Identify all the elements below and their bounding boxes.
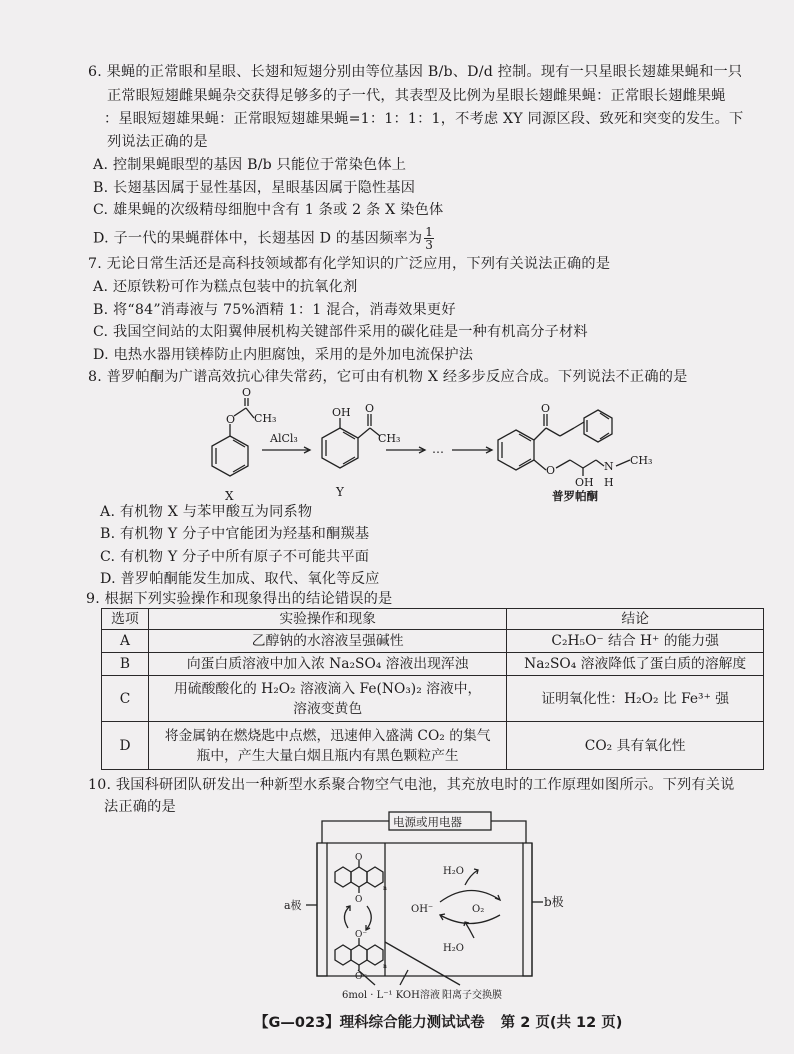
- species-oh: OH⁻: [411, 904, 434, 915]
- species-o-minus: O⁻: [355, 972, 368, 982]
- q6-stem-line-2: 正常眼短翅雌果蝇杂交获得足够多的子一代，其表型及比例为星眼长翅雌果蝇：正常眼长翅雌果蝇: [107, 88, 726, 104]
- q7-option-d: D. 电热水器用镁棒防止内胆腐蚀，采用的是外加电流保护法: [93, 347, 474, 363]
- atom-ch3: CH₃: [378, 432, 401, 445]
- page-footer: [254, 1011, 622, 1032]
- table-header: 结论: [507, 609, 764, 630]
- synthesis-scheme: [190, 378, 670, 503]
- q6-option-a: A. 控制果蝇眼型的基因 B/b 只能位于常染色体上: [93, 157, 407, 173]
- species-h2o: H₂O: [443, 866, 464, 877]
- table-header: 选项: [102, 609, 149, 630]
- fraction-numerator: 1: [425, 225, 434, 239]
- atom-o: O: [541, 402, 551, 415]
- q6-option-d-text: D. 子一代的果蝇群体中，长翅基因 D 的基因频率为: [93, 230, 423, 247]
- electrolyte-label: 6mol · L⁻¹ KOH溶液: [342, 990, 440, 1001]
- operation-line: 用硫酸酸化的 H₂O₂ 溶液滴入 Fe(NO₃)₂ 溶液中，: [174, 680, 482, 697]
- exam-code: 【G—023】理科综合能力测试试卷: [254, 1015, 485, 1031]
- conclusion-cell: CO₂ 具有氧化性: [507, 722, 764, 770]
- q10-stem-line-1: 10. 我国科研团队研发出一种新型水系聚合物空气电池，其充放电时的工作原理如图所示。下列有关说: [88, 777, 735, 793]
- operation-line: 将金属钠在燃烧匙中点燃，迅速伸入盛满 CO₂ 的集气: [164, 727, 491, 744]
- atom-h: H: [604, 476, 614, 489]
- label-x: X: [225, 489, 234, 503]
- conclusion-cell: Na₂SO₄ 溶液降低了蛋白质的溶解度: [507, 653, 764, 676]
- option-cell: D: [102, 722, 149, 770]
- battery-diagram: [260, 810, 600, 1010]
- operation-line: 瓶中，产生大量白烟且瓶内有黑色颗粒产生: [196, 747, 459, 764]
- table-header-row: [102, 609, 764, 630]
- q7-option-a: A. 还原铁粉可作为糕点包装中的抗氧化剂: [93, 279, 358, 295]
- q6-stem-line-3: ：星眼短翅雄果蝇：正常眼短翅雄果蝇=1：1：1：1，不考虑 XY 同源区段、致死和突变的发生。下: [104, 111, 744, 127]
- atom-ch3: CH₃: [254, 412, 277, 425]
- operation-cell: [148, 676, 506, 722]
- q6-option-b: B. 长翅基因属于显性基因，星眼基因属于隐性基因: [93, 180, 416, 196]
- q8-stem: 8. 普罗帕酮为广谱高效抗心律失常药，它可由有机物 X 经多步反应合成。下列说法不正确的是: [88, 369, 688, 385]
- species-o: O: [355, 853, 363, 863]
- atom-o: O: [546, 464, 556, 477]
- power-label: 电源或用电器: [393, 815, 462, 829]
- label-y: Y: [336, 485, 344, 499]
- option-cell: C: [102, 676, 149, 722]
- species-o: O: [355, 895, 363, 905]
- atom-oh: OH: [575, 476, 594, 489]
- q10-stem-line-2: 法正确的是: [104, 799, 176, 815]
- operation-cell: 向蛋白质溶液中加入浓 Na₂SO₄ 溶液出现浑浊: [148, 653, 506, 676]
- table-row: [102, 653, 764, 676]
- reagent-label: AlCl₃: [270, 432, 298, 445]
- atom-o: O: [226, 413, 236, 426]
- q8-option-a: A. 有机物 X 与苯甲酸互为同系物: [100, 504, 313, 520]
- q8-option-d: D. 普罗帕酮能发生加成、取代、氧化等反应: [100, 571, 380, 587]
- operation-cell: 乙醇钠的水溶液呈强碱性: [148, 630, 506, 653]
- q7-option-c: C. 我国空间站的太阳翼伸展机构关键部件采用的碳化硅是一种有机高分子材料: [93, 324, 588, 340]
- conclusion-cell: 证明氧化性：H₂O₂ 比 Fe³⁺ 强: [507, 676, 764, 722]
- electrode-b-label: b极: [544, 895, 564, 909]
- conclusion-cell: C₂H₅O⁻ 结合 H⁺ 的能力强: [507, 630, 764, 653]
- option-cell: B: [102, 653, 149, 676]
- species-o2: O₂: [472, 904, 485, 915]
- fraction-denominator: 3: [425, 238, 434, 252]
- n-label: n: [383, 963, 387, 970]
- membrane-label: 阳离子交换膜: [442, 990, 502, 1001]
- q6-stem-line-4: 列说法正确的是: [107, 134, 208, 150]
- operation-cell: [148, 722, 506, 770]
- fraction: [424, 226, 434, 251]
- electrode-a-label: a极: [284, 899, 302, 912]
- ellipsis: …: [432, 442, 444, 456]
- page-number: 第 2 页(共 12 页): [500, 1015, 623, 1031]
- table-row: [102, 676, 764, 722]
- species-h2o: H₂O: [443, 943, 464, 954]
- table-row: [102, 630, 764, 653]
- q8-option-b: B. 有机物 Y 分子中官能团为羟基和酮羰基: [100, 526, 370, 542]
- atom-o: O: [365, 402, 375, 415]
- option-cell: A: [102, 630, 149, 653]
- q8-option-c: C. 有机物 Y 分子中所有原子不可能共平面: [100, 549, 370, 565]
- q7-option-b: B. 将“84”消毒液与 75%酒精 1：1 混合，消毒效果更好: [93, 302, 456, 318]
- table-header: 实验操作和现象: [148, 609, 506, 630]
- table-row: [102, 722, 764, 770]
- atom-n: N: [604, 460, 614, 473]
- label-product: 普罗帕酮: [552, 489, 598, 503]
- q7-stem: 7. 无论日常生活还是高科技领域都有化学知识的广泛应用，下列有关说法正确的是: [88, 256, 611, 272]
- atom-ch3: CH₃: [630, 454, 653, 467]
- experiment-table: [101, 608, 764, 770]
- atom-oh: OH: [332, 406, 351, 419]
- q6-option-d: [93, 226, 434, 251]
- atom-o: O: [242, 386, 252, 399]
- q6-option-c: C. 雄果蝇的次级精母细胞中含有 1 条或 2 条 X 染色体: [93, 202, 444, 218]
- operation-line: 溶液变黄色: [293, 700, 363, 717]
- q6-stem-line-1: 6. 果蝇的正常眼和星眼、长翅和短翅分别由等位基因 B/b、D/d 控制。现有一只星眼长翅雄果蝇和一只: [88, 64, 743, 80]
- q9-stem: 9. 根据下列实验操作和现象得出的结论错误的是: [86, 591, 393, 607]
- species-o-minus: O⁻: [355, 930, 368, 940]
- n-label: n: [383, 885, 387, 892]
